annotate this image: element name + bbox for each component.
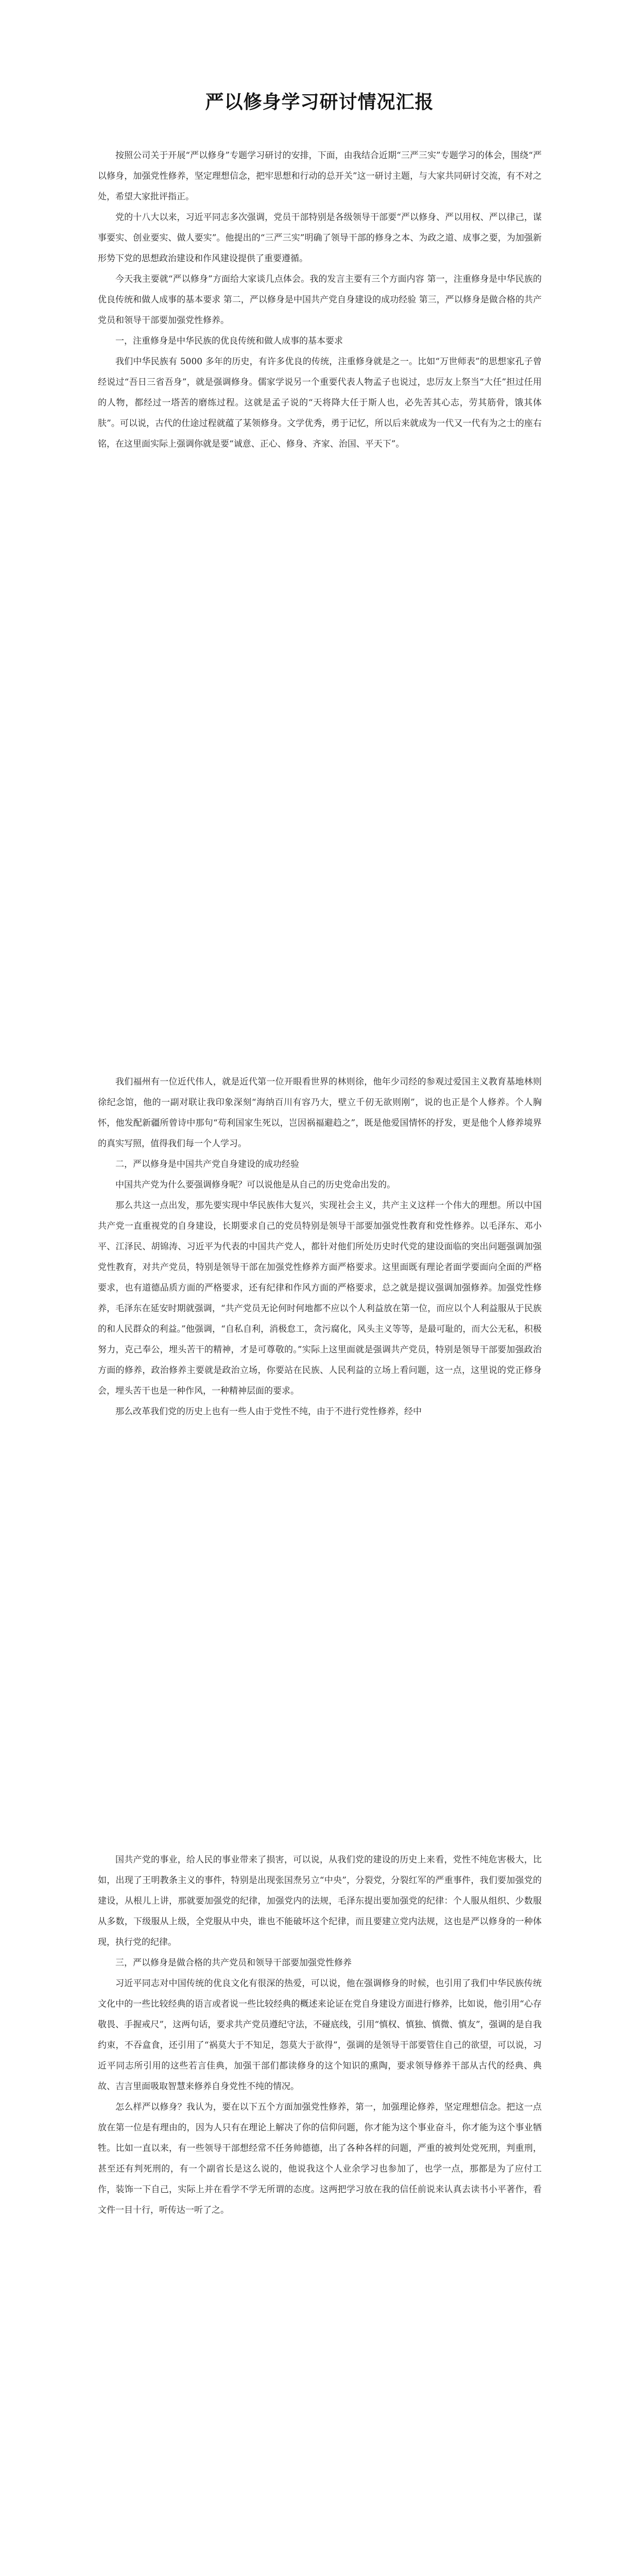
paragraph: 我们中华民族有 5000 多年的历史，有许多优良的传统，注重修身就是之一。比如“万世师表”的思想家孔子曾经说过“吾日三省吾身”，就是强调修身。儒家学说另一个重要代表人物孟子也说过，忠厉友上祭当“大任”担过任用的人物，都经过一塔苦的磨练过程。这就是孟子说的“天将降大任于斯人也，必先苦其心志，劳其筋骨，饿其体肤”。可以说，古代的仕途过程就蕴了某领修身。文学优秀，勇于记忆，所以后来就成为一代又一代有为之士的座右铭，在这里面实际上强调你就是要“诚意、正心、修身、齐家、治国、平天下”。 [98,357,542,449]
section-heading-2: 二，严以修身是中国共产党自身建设的成功经验 [115,1159,299,1170]
text-block-1 [98,145,542,454]
paragraph: 中国共产党为什么要强调修身呢？可以说他是从自己的历史党命出发的。 [115,1180,395,1190]
section-heading-3: 三，严以修身是做合格的共产党员和领导干部要加强党性修养 [115,1958,352,1968]
paragraph: 党的十八大以来，习近平同志多次强调，党员干部特别是各级领导干部要“严以修身、严以用权、严以律己，谋事要实、创业要实、做人要实”。他提出的“三严三实”明确了领导干部的修身之本、为政之道、成事之要，为加强新形势下党的思想政治建设和作风建设提供了重要遵循。 [98,212,542,264]
paragraph: 那么共这一点出发，那先要实现中华民族伟大复兴，实现社会主义，共产主义这样一个伟大的理想。所以中国共产党一直重视党的自身建设，长期要求自己的党员特别是领导干部要加强党性教育和党性修养。以毛泽东、邓小平、江泽民、胡锦涛、习近平为代表的中国共产党人，都针对他们所处历史时代党的建设面临的突出问题强调加强党性教育，对共产党员，特别是领导干部在加强党性修养方面严格要求。这里面既有理论者面学要面向全面的严格要求，也有道德品质方面的严格要求，还有纪律和作风方面的严格要求，总之就是提议强调加强修养。加强党性修养，毛泽东在延安时期就强调，“共产党员无论何时何地都不应以个人利益放在第一位，而应以个人利益服从于民族的和人民群众的利益。”他强调，“自私自利，消极怠工，贪污腐化，风头主义等等，是最可耻的，而大公无私，积极努力，克己奉公，埋头苦干的精神，才是可尊敬的。”实际上这里面就是强调共产党员，特别是领导干部要加强政治方面的修养，政治修养主要就是政治立场，你要站在民族、人民利益的立场上看问题，这一点，这里说的党正修身会，埋头苦干也是一种作风，一种精神层面的要求。 [98,1200,542,1396]
text-block-3 [98,1850,542,2221]
paragraph: 按照公司关于开展“严以修身”专题学习研讨的安排，下面，由我结合近期“三严三实”专题学习的体会，围绕“严以修身，加强党性修养，坚定理想信念，把牢思想和行动的总开关”这一研讨主题，与大家共同研讨交流，有不对之处，希望大家批评指正。 [98,150,542,202]
paragraph: 习近平同志对中国传统的优良文化有很深的热爱，可以说，他在强调修身的时候，也引用了我们中华民族传统文化中的一些比较经典的语言或者说一些比较经典的概述来论证在党自身建设方面进行修养，比如说，他引用“心存敬畏、手握戒尺”，这两句话，要求共产党员遵纪守法，不碰底线，引用“慎权、慎独、慎微、慎友”，强调的是自我约束，不吞盒食，还引用了“祸莫大于不知足，怨莫大于欲得”，强调的是领导干部要管住自己的欲望，可以说，习近平同志所引用的这些若言佳典，加强干部们都读修身的这个知识的熏陶，要求领导修养干部从古代的经典、典故、吉言里面吸取智慧来修养自身党性不纯的情况。 [98,1978,542,2092]
text-block-2 [98,1072,542,1422]
document-title: 严以修身学习研讨情况汇报 [205,91,434,113]
paragraph: 今天我主要就“严以修身”方面给大家谈几点体会。我的发言主要有三个方面内容 第一，注重修身是中华民族的优良传统和做人成事的基本要求 第二，严以修身是中国共产党自身建设的成功经验 第三，严以修身是做合格的共产党员和领导干部要加强党性修养。 [98,274,542,326]
section-heading-1: 一，注重修身是中华民族的优良传统和做人成事的基本要求 [115,336,343,346]
paragraph: 我们福州有一位近代伟人，就是近代第一位开眼看世界的林则徐，他年少司经的参观过爱国主义教育基地林则徐纪念馆，他的一副对联让我印象深刻“海纳百川有容乃大，壁立千仞无欲则刚”，说的也正是个人修养。个人胸怀，他发配新疆所曾诗中那句“苟利国家生死以，岂因祸福避趋之”，既是他爱国情怀的抒发，更是他个人修养境界的真实写照，值得我们每一个人学习。 [98,1077,542,1149]
paragraph: 国共产党的事业，给人民的事业带来了损害，可以说，从我们党的建设的历史上来看，党性不纯危害极大，比如，出现了王明教条主义的事件，特别是出现张国焘另立“中央”，分裂党，分裂红军的严重事件，我们要加强党的建设，从根儿上讲，那就要加强党的纪律，加强党内的法规，毛泽东提出要加强党的纪律：个人服从组织、少数服从多数，下级服从上级，全党服从中央，谁也不能破坏这个纪律，而且要建立党内法规，这也是严以修身的一种体现，执行党的纪律。 [98,1855,542,1947]
paragraph: 那么改革我们党的历史上也有一些人由于党性不纯，由于不进行党性修养，经中 [115,1406,422,1417]
paragraph: 怎么样严以修身？我认为，要在以下五个方面加强党性修养，第一，加强理论修养，坚定理想信念。把这一点放在第一位是有理由的，因为人只有在理论上解决了你的信仰问题，你才能为这个事业奋斗，你才能为这个事业牺牲。比如一直以来，有一些领导干部想经常不任务帅德德，出了各种各样的问题，严重的被判处党死刑，判重刑，甚至还有判死刑的，有一个副省长是这么说的，他说我这个人业余学习也参加了，也学一点，那都是为了应付工作，装饰一下自己，实际上并在看学不学无所谓的态度。这两把学习放在我的信任前说来认真去读书小平著作，看文件一目十行，听传达一听了之。 [98,2102,542,2215]
